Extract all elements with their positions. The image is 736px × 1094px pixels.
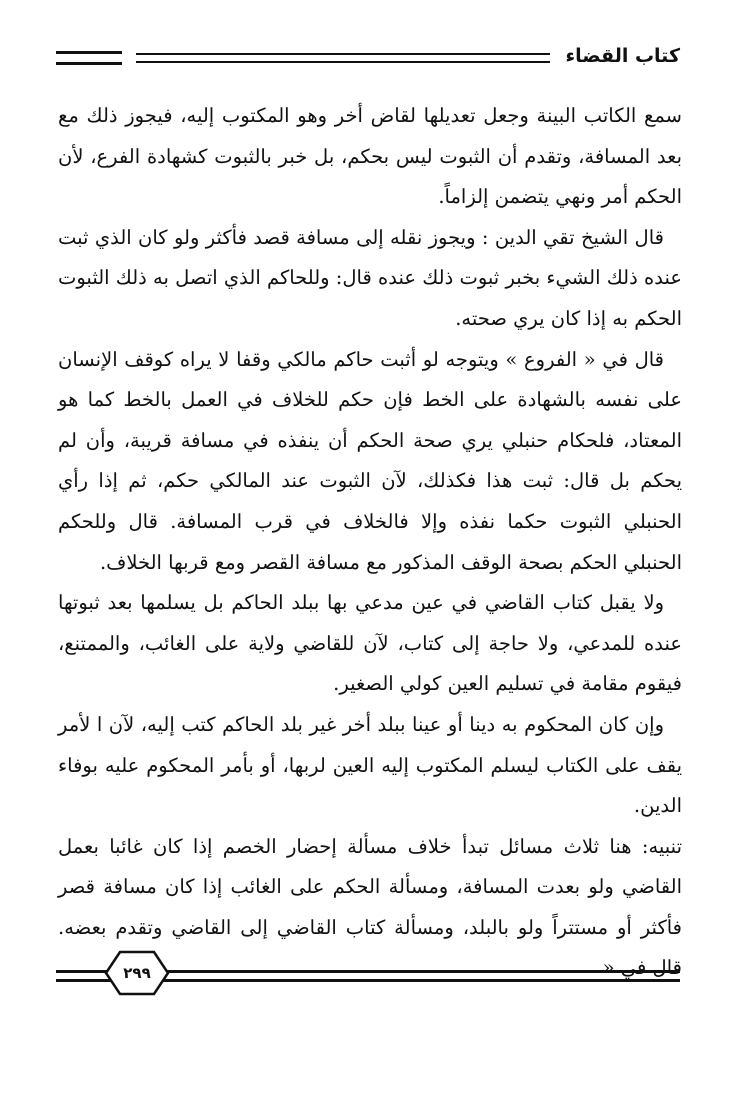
page-header	[56, 40, 680, 76]
page-body	[58, 96, 682, 989]
chapter-title: كتاب القضاء	[555, 42, 680, 70]
paragraph-3: قال في « الفروع » ويتوجه لو أثبت حاكم مالكي وقفا لا يراه كوقف الإنسان على نفسه بالشهادة على الخط فإن حكم للخلاف في العمل بالخط كما هو المعتاد، فلحكام حنبلي يري صحة الحكم أن ينفذه في مسافة قريبة، وأن لم يحكم بل قال: ثبت هذا فكذلك، لآن الثبوت عند المالكي حكم، ثم إذا رأي الحنبلي الثبوت حكما نفذه وإلا فالخلاف في قرب المسافة. قال وللحكم الحنبلي الحكم بصحة الوقف المذكور مع مسافة القصر ومع قربها الخلاف.	[58, 347, 682, 574]
page-footer	[56, 948, 680, 1000]
paragraph-5: وإن كان المحكوم به دينا أو عينا ببلد أخر غير بلد الحاكم كتب إليه، لآن ا لأمر يقف على الكتاب ليسلم المكتوب إليه العين لربها، أو بأمر المحكوم عليه بوفاء الدين.	[58, 712, 682, 818]
paragraph-1: سمع الكاتب البينة وجعل تعديلها لقاض أخر وهو المكتوب إليه، فيجوز ذلك مع بعد المسافة، وتقدم أن الثبوت ليس بحكم، بل خبر بالثبوت كشهادة الفرع، لأن الحكم أمر ونهي يتضمن إلزاماً.	[58, 104, 682, 209]
paragraph-2: قال الشيخ تقي الدين : ويجوز نقله إلى مسافة قصد فأكثر ولو كان الذي ثبت عنده ذلك الشيء بخبر ثبوت ذلك عنده قال: وللحاكم الذي اتصل به ذلك الثبوت الحكم به إذا كان يري صحته.	[58, 225, 682, 330]
paragraph-6: تنبيه: هنا ثلاث مسائل تبدأ خلاف مسألة إحضار الخصم إذا كان غائبا بعمل القاضي ولو بعدت المسافة، ومسألة الحكم على الغائب إذا كان مسافة قصر فأكثر أو مستتراً ولو بالبلد، ومسألة كتاب القاضي إلى القاضي وتقدم بعضه. قال في «	[58, 834, 682, 980]
page-number-badge	[102, 950, 172, 996]
page-number: ٢٩٩	[123, 964, 151, 982]
header-double-rule	[136, 53, 550, 63]
paragraph-4: ولا يقبل كتاب القاضي في عين مدعي بها ببلد الحاكم بل يسلمها بعد ثبوتها عنده للمدعي، ولا حاجة إلى كتاب، لآن للقاضي ولاية على الغائب، والممتنع، فيقوم مقامة في تسليم العين كولي الصغير.	[58, 591, 682, 696]
header-short-rule	[56, 51, 122, 65]
